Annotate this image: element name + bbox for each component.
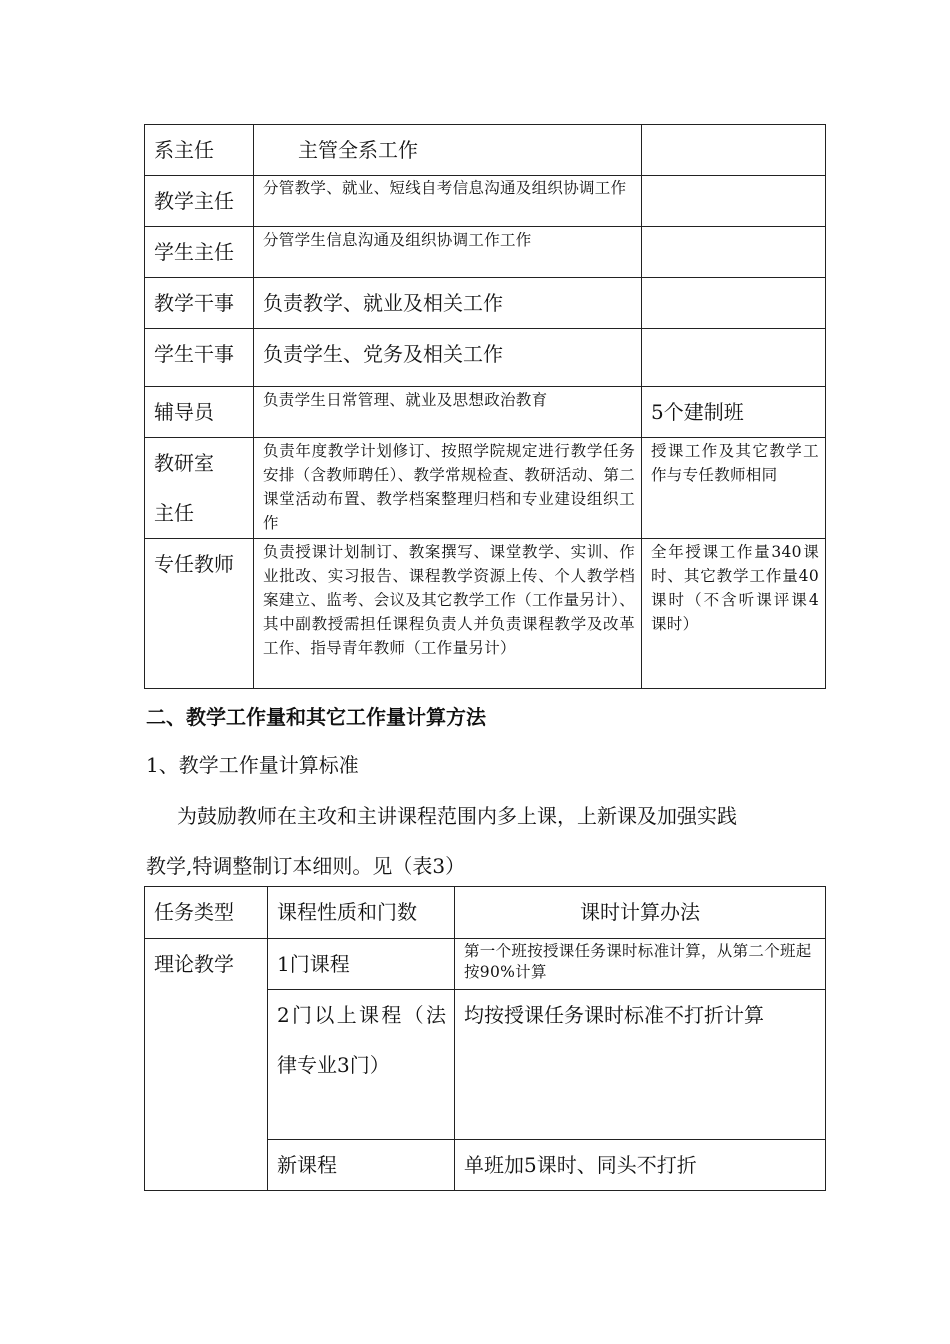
header-cell: 课程性质和门数	[268, 887, 455, 939]
note-cell: 授课工作及其它教学工作与专任教师相同	[642, 438, 826, 539]
course-cell: 2门以上课程（法律专业3门）	[268, 990, 455, 1140]
role-cell: 系主任	[145, 125, 254, 176]
role-cell: 辅导员	[145, 387, 254, 438]
table-row	[145, 125, 826, 176]
role-cell: 学生主任	[145, 227, 254, 278]
duty-cell: 分管教学、就业、短线自考信息沟通及组织协调工作	[254, 176, 642, 227]
workload-table	[144, 886, 826, 1191]
paragraph-line: 为鼓励教师在主攻和主讲课程范围内多上课，上新课及加强实践	[177, 804, 737, 828]
role-cell: 教学主任	[145, 176, 254, 227]
role-cell	[145, 438, 254, 539]
duty-cell: 负责年度教学计划修订、按照学院规定进行教学任务安排（含教师聘任）、教学常规检查、教研活动、第二课堂活动布置、教学档案整理归档和专业建设组织工作	[254, 438, 642, 539]
table-row	[145, 438, 826, 539]
duty-cell: 负责授课计划制订、教案撰写、课堂教学、实训、作业批改、实习报告、课程教学资源上传、个人教学档案建立、监考、会议及其它教学工作（工作量另计）、其中副教授需担任课程负责人并负责课程教学及改革工作、指导青年教师（工作量另计）	[254, 539, 642, 689]
duty-cell: 主管全系工作	[254, 125, 642, 176]
course-cell: 1门课程	[268, 939, 455, 990]
table-row	[145, 939, 826, 990]
duty-cell: 分管学生信息沟通及组织协调工作工作	[254, 227, 642, 278]
duties-table	[144, 124, 826, 689]
type-cell: 理论教学	[145, 939, 268, 1191]
table-row	[145, 329, 826, 387]
table-row	[145, 387, 826, 438]
section-heading: 二、教学工作量和其它工作量计算方法	[146, 705, 486, 729]
duty-cell: 负责学生、党务及相关工作	[254, 329, 642, 387]
note-cell	[642, 227, 826, 278]
role-cell: 教学干事	[145, 278, 254, 329]
note-cell	[642, 329, 826, 387]
role-cell: 专任教师	[145, 539, 254, 689]
note-cell	[642, 176, 826, 227]
role-line: 教研室	[154, 451, 214, 475]
method-cell: 均按授课任务课时标准不打折计算	[455, 990, 826, 1140]
duty-cell: 负责学生日常管理、就业及思想政治教育	[254, 387, 642, 438]
header-cell: 任务类型	[145, 887, 268, 939]
note-cell: 5个建制班	[642, 387, 826, 438]
table-row	[145, 539, 826, 689]
note-cell: 全年授课工作量340课时、其它教学工作量40课时（不含听课评课4课时）	[642, 539, 826, 689]
role-cell: 学生干事	[145, 329, 254, 387]
header-cell: 课时计算办法	[455, 887, 826, 939]
duty-cell: 负责教学、就业及相关工作	[254, 278, 642, 329]
course-cell: 新课程	[268, 1140, 455, 1191]
method-cell: 单班加5课时、同头不打折	[455, 1140, 826, 1191]
paragraph-line: 教学,特调整制订本细则。见（表3）	[146, 854, 466, 878]
table-row	[145, 176, 826, 227]
table-header-row	[145, 887, 826, 939]
table-row	[145, 278, 826, 329]
note-cell	[642, 125, 826, 176]
role-line: 主任	[154, 501, 194, 525]
method-cell: 第一个班按授课任务课时标准计算，从第二个班起按90%计算	[455, 939, 826, 990]
table-row	[145, 227, 826, 278]
note-cell	[642, 278, 826, 329]
subheading: 1、教学工作量计算标准	[146, 753, 359, 777]
